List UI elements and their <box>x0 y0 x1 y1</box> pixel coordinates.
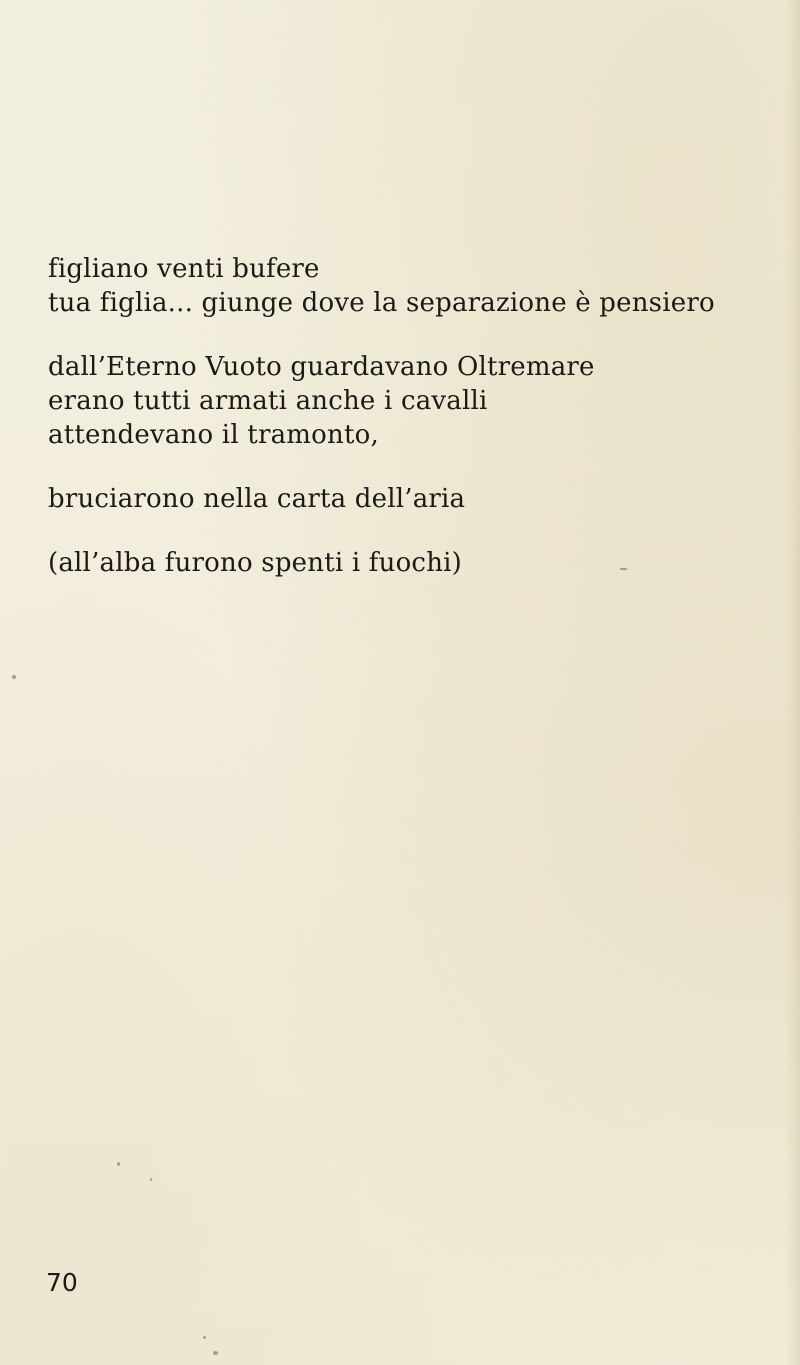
stanza-4 <box>48 546 768 580</box>
stanza-break <box>48 452 768 482</box>
poem-line: tua figlia... giunge dove la separazione è pensiero <box>48 288 715 318</box>
stanza-1 <box>48 252 768 320</box>
poem-line: (all’alba furono spenti i fuochi) <box>48 548 462 578</box>
page-edge-shadow <box>786 0 800 1365</box>
paper-speck <box>150 1178 152 1181</box>
paper-speck <box>12 675 16 679</box>
paper-speck <box>620 568 627 570</box>
poem-line: bruciarono nella carta dell’aria <box>48 484 466 514</box>
poem-line: figliano venti bufere <box>48 254 320 284</box>
poem-line: dall’Eterno Vuoto guardavano Oltremare <box>48 352 595 382</box>
stanza-3 <box>48 482 768 516</box>
stanza-break <box>48 320 768 350</box>
paper-speck <box>213 1351 218 1355</box>
poem-line: erano tutti armati anche i cavalli <box>48 386 488 416</box>
poem-text <box>48 252 768 580</box>
poem-line: attendevano il tramonto, <box>48 420 379 450</box>
stanza-2 <box>48 350 768 452</box>
paper-speck <box>117 1162 120 1166</box>
page-number: 70 <box>46 1268 78 1297</box>
paper-speck <box>203 1336 206 1339</box>
stanza-break <box>48 516 768 546</box>
